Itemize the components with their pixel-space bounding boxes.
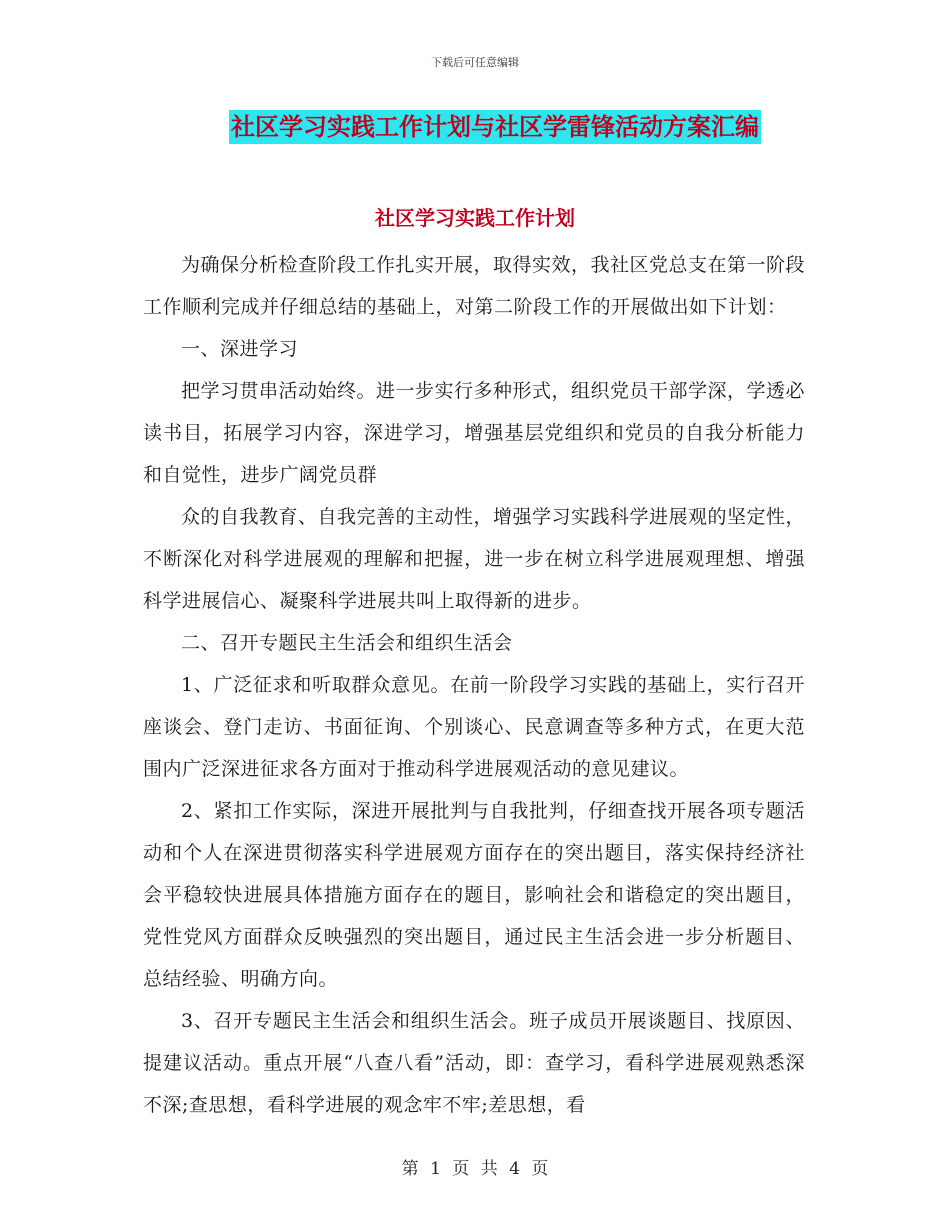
- paragraph-item-3: 3、召开专题民主生活会和组织生活会。班子成员开展谈题目、找原因、提建议活动。重点开展“八查八看”活动，即：查学习，看科学进展观熟悉深不深;查思想，看科学进展的观念牢不牢;差思想，看: [143, 1010, 805, 1116]
- page-footer: 第 1 页 共 4 页: [401, 1159, 549, 1179]
- section-title: 社区学习实践工作计划: [375, 206, 575, 230]
- heading-deep-study: 一、深进学习: [181, 338, 299, 360]
- paragraph-intro: 为确保分析检查阶段工作扎实开展，取得实效，我社区党总支在第一阶段工作顺利完成并仔细总结的基础上，对第二阶段工作的开展做出如下计划：: [143, 254, 806, 318]
- header-note: 下载后可任意编辑: [431, 56, 519, 69]
- main-title-container: [0, 110, 950, 144]
- paragraph-item-2: 2、紧扣工作实际，深进开展批判与自我批判，仔细查找开展各项专题活动和个人在深进贯彻落实科学进展观方面存在的突出题目，落实保持经济社会平稳较快进展具体措施方面存在的题目，影响社会和谐稳定的突出题目，党性党风方面群众反映强烈的突出题目，通过民主生活会进一步分析题目、总结经验、明确方向。: [143, 800, 805, 990]
- paragraph-study: 把学习贯串活动始终。进一步实行多种形式，组织党员干部学深，学透必读书目，拓展学习内容，深进学习，增强基层党组织和党员的自我分析能力和自觉性，进步广阔党员群: [143, 380, 806, 486]
- document-main-title: 社区学习实践工作计划与社区学雷锋活动方案汇编: [229, 110, 761, 144]
- paragraph-item-1: 1、广泛征求和听取群众意见。在前一阶段学习实践的基础上，实行召开座谈会、登门走访、书面征询、个别谈心、民意调查等多种方式，在更大范围内广泛深进征求各方面对于推动科学进展观活动的意见建议。: [143, 674, 805, 780]
- heading-democratic-meeting: 二、召开专题民主生活会和组织生活会: [181, 632, 513, 654]
- document-body: [143, 244, 805, 1126]
- paragraph-study-continued: 众的自我教育、自我完善的主动性，增强学习实践科学进展观的坚定性，不断深化对科学进展观的理解和把握，进一步在树立科学进展观理想、增强科学进展信心、凝聚科学进展共叫上取得新的进步。: [143, 506, 806, 612]
